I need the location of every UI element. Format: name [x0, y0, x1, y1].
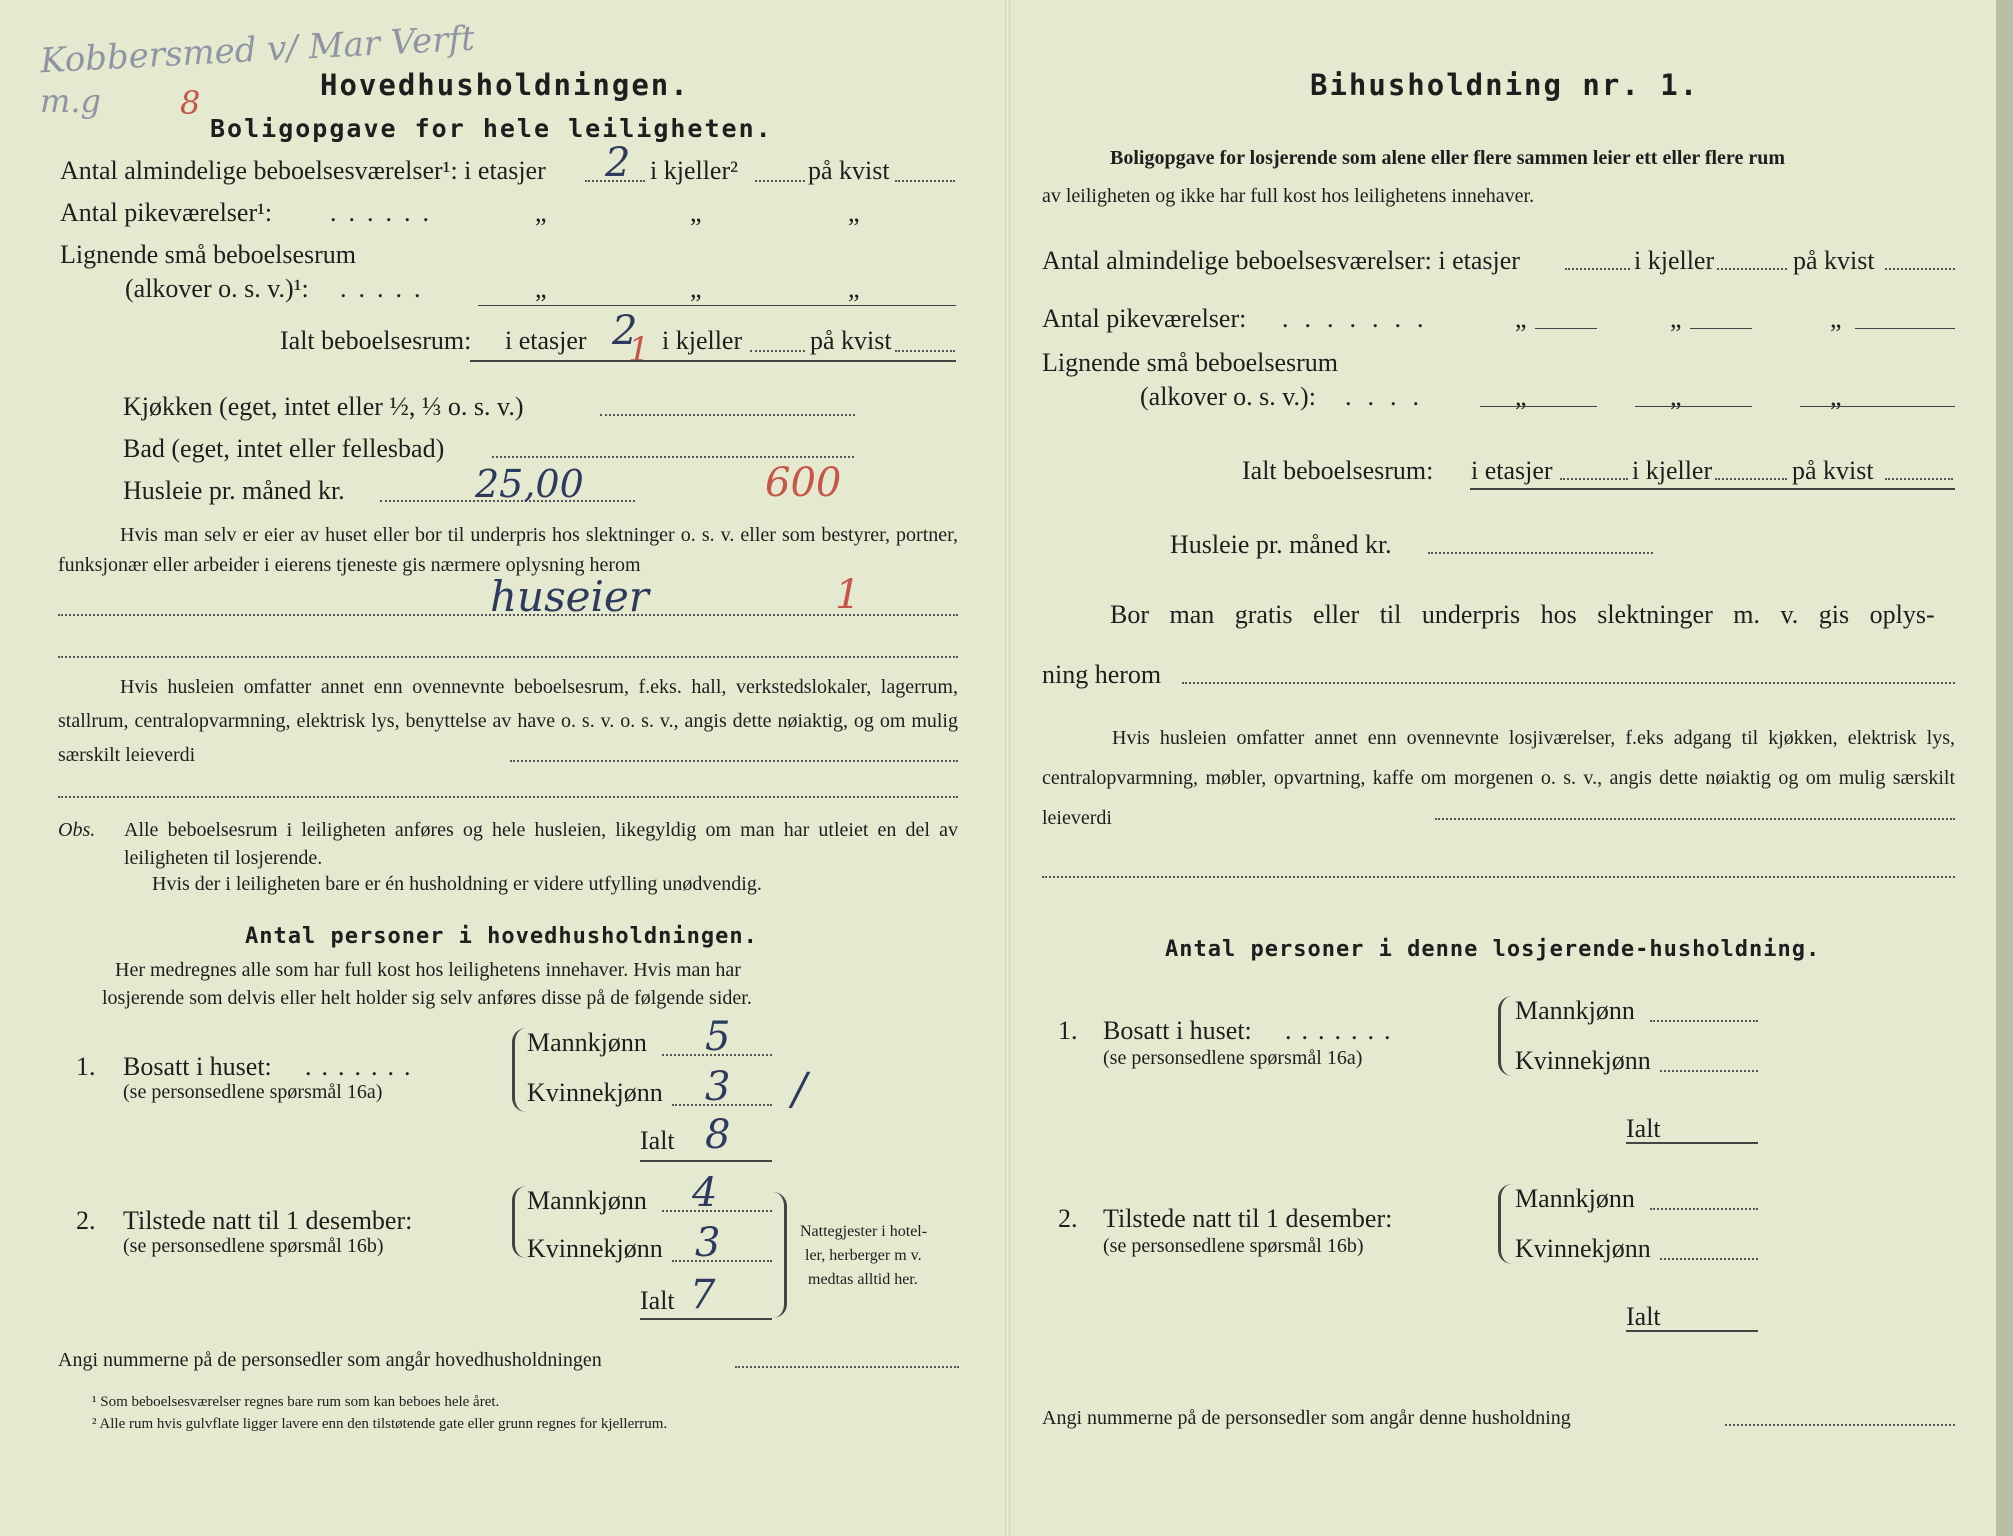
- q2-label: Tilstede natt til 1 desember:: [123, 1206, 413, 1235]
- kjeller-label: i kjeller²: [650, 156, 738, 185]
- q1-sub: (se personsedlene spørsmål 16a): [1103, 1047, 1363, 1069]
- q2-total-label: Ialt: [640, 1286, 675, 1315]
- numbers-instruction: Angi nummerne på de personsedler som angår denne husholdning: [1042, 1407, 1571, 1429]
- kjeller-line: [1717, 268, 1787, 270]
- numbers-line: [735, 1366, 959, 1368]
- ditto-mark: „: [1830, 304, 1842, 333]
- q2-sub: (se personsedlene spørsmål 16b): [123, 1235, 384, 1257]
- ditto-mark: „: [690, 274, 702, 303]
- total-etasjer-label: i etasjer: [505, 326, 587, 355]
- alcoves-label: (alkover o. s. v.)¹:: [125, 274, 309, 303]
- ditto-mark: „: [848, 198, 860, 227]
- extras-instruction: Hvis husleien omfatter annet enn ovennevnte losjiværelser, f.eks adgang til kjøkken, elektrisk lys, centralopvarmning, møbler, opvartning, kaffe om morgenen o. s. v., angis dette nøiaktig og om mulig særskilt leieverdi: [1042, 727, 1955, 829]
- q1-total-value: 8: [705, 1112, 731, 1158]
- extras-line-2: [58, 796, 958, 798]
- red-check-mark: 1: [628, 330, 650, 370]
- q1-dots: .......: [305, 1052, 421, 1081]
- maid-line-1: [1535, 328, 1597, 329]
- free-housing-line: [1182, 682, 1955, 684]
- red-rent-note: 600: [765, 460, 842, 506]
- sum-rule: [478, 305, 956, 306]
- obs-text-2: Hvis der i leiligheten bare er én husholdning er videre utfylling unødvendig.: [152, 873, 762, 895]
- q2-brace: [512, 1186, 527, 1258]
- total-kvist-line: [1885, 478, 1953, 480]
- kitchen-label: Kjøkken (eget, intet eller ½, ⅓ o. s. v.): [123, 392, 524, 421]
- alcoves-label: (alkover o. s. v.):: [1140, 382, 1316, 411]
- obs-label: Obs.: [58, 819, 96, 841]
- maid-rooms-dots: .......: [1282, 304, 1440, 333]
- total-kjeller-label: i kjeller: [662, 326, 743, 355]
- ditto-mark: „: [1515, 304, 1527, 333]
- q2-female-line: [1660, 1258, 1758, 1260]
- extras-line-2: [1042, 876, 1955, 878]
- extras-line-1: [1435, 818, 1955, 820]
- maid-rooms-dots: ......: [330, 198, 441, 227]
- free-housing-line-2: ning herom: [1042, 660, 1162, 689]
- sheet-edge: [1996, 0, 2013, 1536]
- maid-line-2: [1690, 328, 1752, 329]
- q1-sub: (se personsedlene spørsmål 16a): [123, 1081, 383, 1103]
- owner-line-2: [58, 656, 958, 658]
- persons-para-1: Her medregnes alle som har full kost hos leilighetens innehaver. Hvis man har: [115, 959, 741, 981]
- total-kjeller-label: i kjeller: [1632, 456, 1713, 485]
- q2-male-label: Mannkjønn: [527, 1186, 647, 1215]
- kitchen-line: [600, 414, 855, 416]
- page-title: Hovedhusholdningen.: [320, 68, 690, 102]
- maid-rooms-label: Antal pikeværelser:: [1042, 304, 1247, 333]
- q1-female-label: Kvinnekjønn: [527, 1078, 663, 1107]
- occupation-note: Kobbersmed v/ Mar Verft: [39, 18, 476, 82]
- q2-total-value: 7: [690, 1272, 716, 1318]
- q2-label: Tilstede natt til 1 desember:: [1103, 1204, 1393, 1233]
- bath-line: [492, 456, 854, 458]
- q1-dots: .......: [1285, 1016, 1401, 1045]
- q2-female-label: Kvinnekjønn: [527, 1234, 663, 1263]
- q1-label: Bosatt i huset:: [123, 1052, 272, 1081]
- kjeller-line: [755, 180, 805, 182]
- total-kvist-label: på kvist: [810, 326, 892, 355]
- total-etasjer-line: [1560, 478, 1628, 480]
- maid-line-3: [1855, 328, 1955, 329]
- kvist-line: [1885, 268, 1955, 270]
- intro-line-1: Boligopgave for losjerende som alene eller flere sammen leier ett eller flere rum: [1110, 147, 1785, 169]
- alcoves-line-2: [1635, 406, 1752, 407]
- free-housing-line-1: Bor man gratis eller til underpris hos slektninger m. v. gis oplys-: [1110, 600, 1935, 629]
- q1-brace: [1498, 996, 1513, 1076]
- night-guests-note-2: ler, herberger m v.: [805, 1247, 922, 1264]
- total-rule: [470, 360, 956, 362]
- q1-total-label: Ialt: [1626, 1114, 1661, 1143]
- alcoves-dots: ....: [1345, 382, 1435, 411]
- q1-brace: [512, 1028, 527, 1112]
- q2-male-line: [1650, 1208, 1758, 1210]
- q1-female-line: [1660, 1070, 1758, 1072]
- kvist-line: [895, 180, 955, 182]
- footnote-1: ¹ Som beboelsesværelser regnes bare rum som kan beboes hele året.: [92, 1394, 500, 1410]
- kjeller-label: i kjeller: [1634, 246, 1715, 275]
- q2-total-label: Ialt: [1626, 1302, 1661, 1331]
- q1-male-line: [1650, 1020, 1758, 1022]
- q2-male-value: 4: [692, 1170, 718, 1216]
- q2-right-brace: [772, 1192, 787, 1318]
- q2-total-rule: [1626, 1330, 1758, 1332]
- ditto-mark: „: [848, 274, 860, 303]
- q2-male-label: Mannkjønn: [1515, 1184, 1635, 1213]
- obs-text: Alle beboelsesrum i leiligheten anføres og hele husleien, likegyldig om man har utleiet en del av leiligheten til losjerende.: [124, 819, 958, 869]
- alcoves-line-3: [1800, 406, 1955, 407]
- owner-answer: huseier: [490, 572, 649, 621]
- total-rule: [1470, 488, 1955, 490]
- rent-label: Husleie pr. måned kr.: [123, 476, 345, 505]
- q1-total-label: Ialt: [640, 1126, 675, 1155]
- q2-female-value: 3: [695, 1220, 721, 1266]
- q1-female-value: 3: [705, 1064, 731, 1110]
- rent-value: 25,00: [475, 462, 584, 506]
- rooms-etasjer-value: 2: [605, 140, 631, 186]
- numbers-instruction: Angi nummerne på de personsedler som angår hovedhusholdningen: [58, 1349, 602, 1371]
- total-etasjer-value: 2: [612, 308, 638, 354]
- page-title: Bihusholdning nr. 1.: [1310, 68, 1700, 102]
- ditto-mark: „: [1830, 382, 1842, 411]
- alcoves-line-1: [1480, 406, 1597, 407]
- footnote-2: ² Alle rum hvis gulvflate ligger lavere enn den tilstøtende gate eller grunn regnes for kjellerrum.: [92, 1416, 668, 1432]
- night-guests-note-3: medtas alltid her.: [808, 1271, 918, 1288]
- bath-label: Bad (eget, intet eller fellesbad): [123, 434, 445, 463]
- sub-household-page: [1010, 0, 2013, 1536]
- rooms-label: Antal almindelige beboelsesværelser: i etasjer: [1042, 246, 1520, 275]
- q2-brace: [1498, 1184, 1513, 1264]
- q1-number: 1.: [1058, 1016, 1078, 1045]
- q1-male-value: 5: [705, 1014, 731, 1060]
- total-kvist-line: [895, 350, 955, 352]
- q1-check-mark: /: [792, 1064, 807, 1115]
- main-household-page: [0, 0, 1005, 1536]
- q1-male-label: Mannkjønn: [1515, 996, 1635, 1025]
- rooms-label: Antal almindelige beboelsesværelser¹: i etasjer: [60, 156, 546, 185]
- q1-label: Bosatt i huset:: [1103, 1016, 1252, 1045]
- total-etasjer-label: i etasjer: [1471, 456, 1553, 485]
- q1-number: 1.: [76, 1052, 96, 1081]
- q2-total-rule: [640, 1318, 772, 1320]
- intro-line-2: av leiligheten og ikke har full kost hos leilighetens innehaver.: [1042, 185, 1535, 207]
- owner-instruction: Hvis man selv er eier av huset eller bor til underpris hos slektninger o. s. v. eller som bestyrer, portner, funksjonær eller arbeider i eierens tjeneste gis nærmere oplysning herom: [58, 524, 958, 576]
- q2-female-label: Kvinnekjønn: [1515, 1234, 1651, 1263]
- rent-line: [1428, 552, 1653, 554]
- night-guests-note-1: Nattegjester i hotel-: [800, 1223, 928, 1240]
- alcoves-dots: .....: [340, 274, 433, 303]
- q2-sub: (se personsedlene spørsmål 16b): [1103, 1235, 1364, 1257]
- ditto-mark: „: [1515, 382, 1527, 411]
- q1-total-rule: [640, 1160, 772, 1162]
- total-kvist-label: på kvist: [1792, 456, 1874, 485]
- red-digit-note: 8: [180, 84, 201, 122]
- q2-number: 2.: [76, 1206, 96, 1235]
- total-rooms-label: Ialt beboelsesrum:: [280, 326, 472, 355]
- rooms-etasjer-line: [1565, 268, 1630, 270]
- small-rooms-label: Lignende små beboelsesrum: [60, 240, 357, 269]
- q1-female-label: Kvinnekjønn: [1515, 1046, 1651, 1075]
- numbers-line: [1725, 1424, 1955, 1426]
- extras-line-1: [510, 760, 958, 762]
- persons-title: Antal personer i hovedhusholdningen.: [245, 924, 758, 949]
- persons-para-2: losjerende som delvis eller helt holder sig selv anføres disse på de følgende sider.: [102, 987, 752, 1009]
- q1-total-rule: [1626, 1142, 1758, 1144]
- kvist-label: på kvist: [808, 156, 890, 185]
- small-rooms-label: Lignende små beboelsesrum: [1042, 348, 1339, 377]
- total-kjeller-line: [750, 350, 805, 352]
- total-kjeller-line: [1715, 478, 1787, 480]
- total-rooms-label: Ialt beboelsesrum:: [1242, 456, 1434, 485]
- extras-instruction: Hvis husleien omfatter annet enn ovennevnte beboelsesrum, f.eks. hall, verkstedslokaler, lagerrum, stallrum, centralopvarmning, elektrisk lys, benyttelse av have o. s. v. o. s. v., angis dette nøiaktig, og om mulig særskilt leieverdi: [58, 676, 958, 766]
- q2-number: 2.: [1058, 1204, 1078, 1233]
- ditto-mark: „: [1670, 382, 1682, 411]
- rent-label: Husleie pr. måned kr.: [1170, 530, 1392, 559]
- kvist-label: på kvist: [1793, 246, 1875, 275]
- ditto-mark: „: [690, 198, 702, 227]
- q1-male-label: Mannkjønn: [527, 1028, 647, 1057]
- ditto-mark: „: [1670, 304, 1682, 333]
- persons-title: Antal personer i denne losjerende-husholdning.: [1165, 937, 1821, 962]
- red-mark-2: 1: [835, 572, 861, 618]
- q2-female-line: [672, 1260, 772, 1262]
- code-note: m.g: [40, 82, 101, 120]
- maid-rooms-label: Antal pikeværelser¹:: [60, 198, 273, 227]
- ditto-mark: „: [535, 274, 547, 303]
- page-subtitle: Boligopgave for hele leiligheten.: [210, 114, 773, 143]
- ditto-mark: „: [535, 198, 547, 227]
- owner-line-1: [58, 614, 958, 616]
